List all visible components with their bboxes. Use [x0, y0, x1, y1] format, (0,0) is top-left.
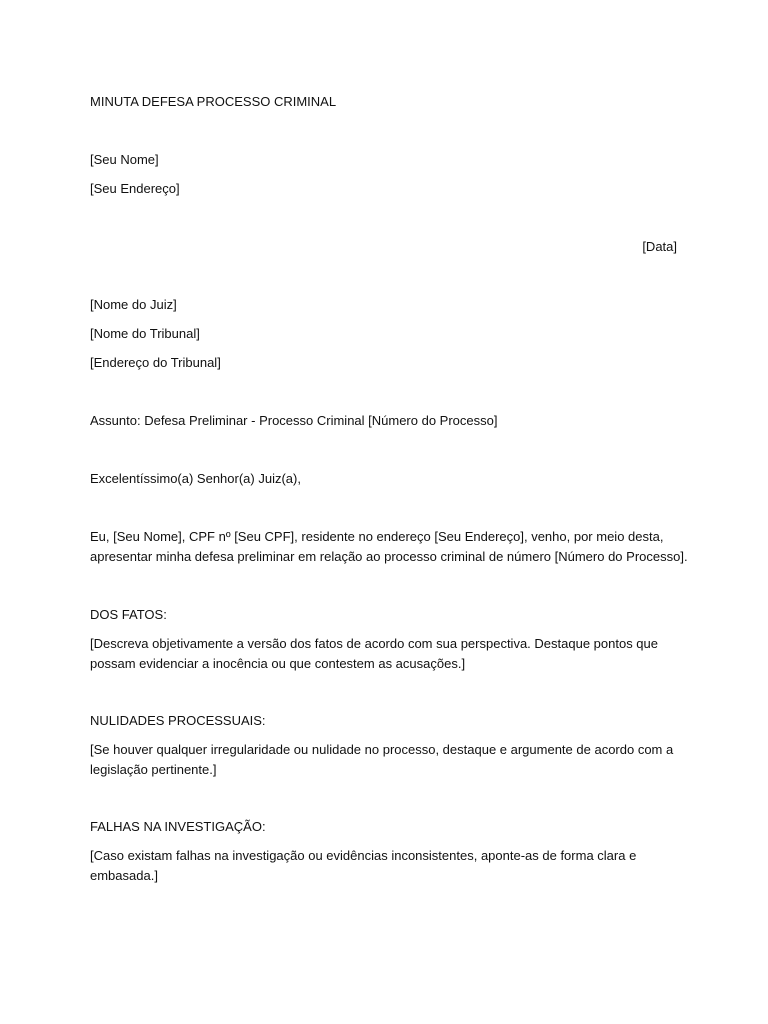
- intro-line-1: Eu, [Seu Nome], CPF nº [Seu CPF], residente no endereço [Seu Endereço], venho, por meio desta,: [90, 529, 664, 544]
- section-facts-line-1: [Descreva objetivamente a versão dos fatos de acordo com sua perspectiva. Destaque pontos que: [90, 636, 658, 651]
- document-title: MINUTA DEFESA PROCESSO CRIMINAL: [90, 94, 337, 109]
- intro-paragraph: [90, 527, 690, 566]
- section-body-facts: [90, 634, 690, 673]
- section-investigation-line-1: [Caso existam falhas na investigação ou evidências inconsistentes, aponte-as de forma clara e: [90, 848, 637, 863]
- sender-address: [Seu Endereço]: [90, 181, 180, 196]
- court-name: [Nome do Tribunal]: [90, 326, 200, 341]
- section-heading-investigation: FALHAS NA INVESTIGAÇÃO:: [90, 819, 266, 834]
- section-facts-line-2: possam evidenciar a inocência ou que contestem as acusações.]: [90, 655, 466, 671]
- section-body-investigation: [90, 846, 690, 885]
- section-nullities-line-1: [Se houver qualquer irregularidade ou nulidade no processo, destaque e argumente de acordo com a: [90, 742, 674, 757]
- subject-line: Assunto: Defesa Preliminar - Processo Criminal [Número do Processo]: [90, 413, 498, 428]
- judge-name: [Nome do Juiz]: [90, 297, 177, 312]
- section-heading-nullities: NULIDADES PROCESSUAIS:: [90, 713, 266, 728]
- section-investigation-line-2: embasada.]: [90, 867, 158, 883]
- intro-line-2: apresentar minha defesa preliminar em relação ao processo criminal de número [Número do Processo].: [90, 548, 688, 564]
- document-date: [Data]: [642, 239, 677, 254]
- salutation: Excelentíssimo(a) Senhor(a) Juiz(a),: [90, 471, 301, 486]
- court-address: [Endereço do Tribunal]: [90, 355, 221, 370]
- section-body-nullities: [90, 740, 690, 779]
- sender-name: [Seu Nome]: [90, 152, 159, 167]
- section-nullities-line-2: legislação pertinente.]: [90, 761, 217, 777]
- section-heading-facts: DOS FATOS:: [90, 607, 167, 622]
